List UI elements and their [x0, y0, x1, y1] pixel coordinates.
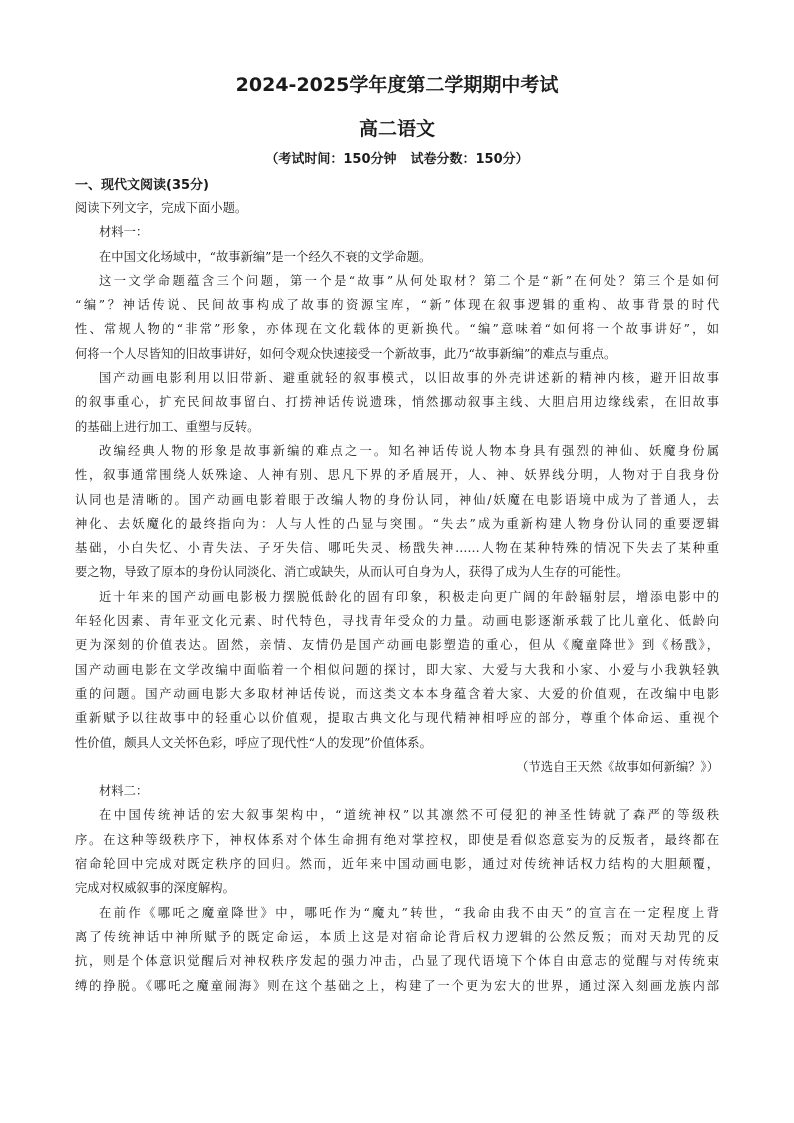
paragraph-line: 完成对权威叙事的深度解构。	[75, 881, 235, 896]
paragraph-line: 性价值，颇具人文关怀色彩，呼应了现代性“人的发现”价值体系。	[75, 735, 432, 750]
paragraph-line: 近十年来的国产动画电影极力摆脱低龄化的固有印象，积极走向更广阔的年龄辐射层，增添电影中的	[99, 589, 719, 604]
section-heading: 一、现代文阅读(35分)	[75, 178, 209, 193]
paragraph-line: 改编经典人物的形象是故事新编的难点之一。知名神话传说人物本身具有强烈的神仙、妖魔身份属	[99, 443, 719, 458]
passage	[75, 196, 719, 998]
material-2-label: 材料二：	[99, 784, 149, 799]
paragraph-line: 缚的挣脱。《哪吒之魔童闹海》则在这个基础之上，构建了一个更为宏大的世界，通过深入刻画龙族内部	[75, 978, 719, 993]
paragraph-line: 抗，则是个体意识觉醒后对神权秩序发起的强力冲击，凸显了现代语境下个体自由意志的觉醒与对传统束	[75, 954, 719, 969]
exam-score: 试卷分数：150分）	[410, 152, 529, 167]
exam-info	[0, 148, 794, 167]
paragraph-line: 序。在这种等级秩序下，神权体系对个体生命拥有绝对掌控权，即使是看似恣意妄为的反叛者，最终都在	[75, 832, 719, 847]
paragraph-line: 的基础上进行加工、重塑与反转。	[75, 419, 260, 434]
exam-title: 2024-2025学年度第二学期期中考试	[235, 74, 559, 96]
subject-title: 高二语文	[358, 118, 435, 140]
paragraph-line: 性，叙事通常围绕人妖殊途、人神有别、思凡下界的矛盾展开，人、神、妖界线分明，人物对于自我身份	[75, 468, 719, 483]
paragraph-line: 在中国文化场域中，“故事新编”是一个经久不衰的文学命题。	[99, 249, 432, 264]
paragraph-line: 离了传统神话中神所赋予的既定命运，本质上这是对宿命论背后权力逻辑的公然反叛；而对天劫咒的反	[75, 929, 719, 944]
paragraph-line: 国产动画电影在文学改编中面临着一个相似问题的探讨，即大家、大爱与大我和小家、小爱与小我孰轻孰	[75, 662, 719, 677]
paragraph-line: 年轻化因素、青年亚文化元素、时代特色，寻找青年受众的力量。动画电影逐渐承载了比儿童化、低龄向	[75, 614, 719, 629]
paragraph-line: 基础，小白失忆、小青失法、子牙失信、哪吒失灵、杨戬失神……人物在某种特殊的情况下失去了某种重	[75, 541, 719, 556]
paragraph-line: 更为深刻的价值表达。固然，亲情、友情仍是国产动画电影塑造的重心，但从《魔童降世》到《杨戬》，	[75, 638, 719, 653]
paragraph-line: 何将一个人尽皆知的旧故事讲好，如何令观众快速接受一个新故事，此乃“故事新编”的难点与重点。	[75, 346, 617, 361]
paragraph-line: 的叙事重心，扩充民间故事留白、打捞神话传说遗珠，悄然挪动叙事主线、大胆启用边缘线索，在旧故事	[75, 395, 719, 410]
paragraph-line: 宿命轮回中完成对既定秩序的回归。然而，近年来中国动画电影，通过对传统神话权力结构的大胆颠覆，	[75, 857, 719, 872]
material-1-label: 材料一：	[99, 225, 149, 240]
paragraph-line: 在中国传统神话的宏大叙事架构中，“道统神权”以其凛然不可侵犯的神圣性铸就了森严的等级秩	[99, 808, 719, 823]
paragraph-line: 重的问题。国产动画电影大多取材神话传说，而这类文本本身蕴含着大家、大爱的价值观，在改编中电影	[75, 686, 719, 701]
paragraph-line: “编”？神话传说、民间故事构成了故事的资源宝库，“新”体现在叙事逻辑的重构、故事背景的时代	[75, 298, 719, 313]
paragraph-line: 认同也是清晰的。国产动画电影着眼于改编人物的身份认同，神仙/妖魔在电影语境中成为了普通人，去	[75, 492, 719, 507]
paragraph-line: 这一文学命题蕴含三个问题，第一个是“故事”从何处取材？第二个是“新”在何处？第三个是如何	[99, 273, 719, 288]
paragraph-line: 重新赋予以往故事中的轻重心以价值观，提取古典文化与现代精神相呼应的部分，尊重个体命运、重视个	[75, 711, 719, 726]
paragraph-line: 性、常规人物的“非常”形象，亦体现在文化载体的更新换代。“编”意味着“如何将一个故事讲好”，如	[75, 322, 719, 337]
source-citation: （节选自王天然《故事如何新编？》）	[516, 759, 719, 774]
instruction: 阅读下列文字，完成下面小题。	[75, 201, 248, 215]
paragraph-line: 在前作《哪吒之魔童降世》中，哪吒作为“魔丸”转世，“我命由我不由天”的宣言在一定程度上背	[99, 905, 719, 920]
paragraph-line: 要之物，导致了原本的身份认同淡化、消亡或缺失，从而认可自身为人，获得了成为人生存的可能性。	[75, 565, 629, 580]
paragraph-line: 神化、去妖魔化的最终指向为：人与人性的凸显与突围。“失去”成为重新构建人物身份认同的重要逻辑	[75, 516, 719, 531]
paragraph-line: 国产动画电影利用以旧带新、避重就轻的叙事模式，以旧故事的外壳讲述新的精神内核，避开旧故事	[99, 371, 719, 386]
exam-time: （考试时间：150分钟	[265, 152, 397, 167]
